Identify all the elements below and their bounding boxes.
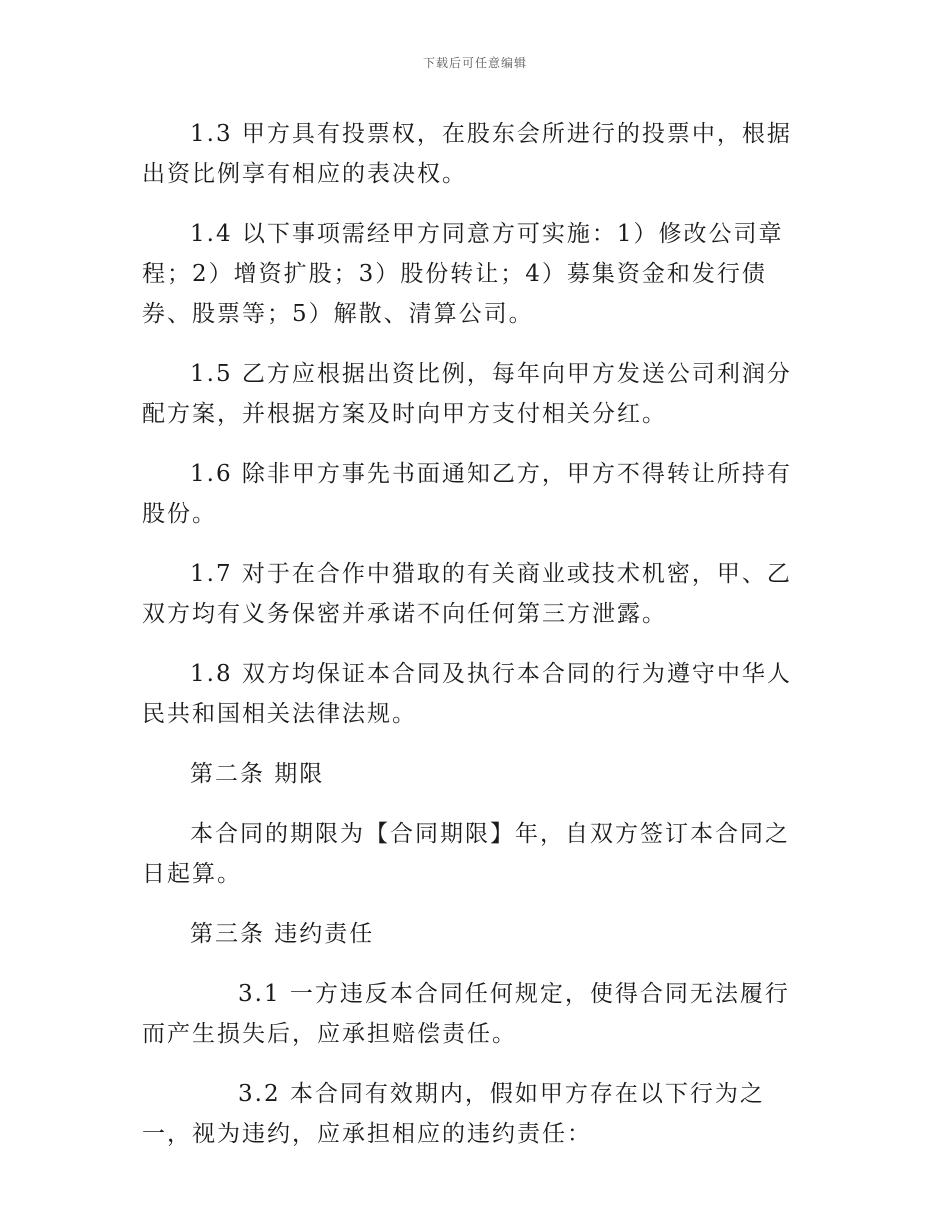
clause-1-6: 1.6 除非甲方事先书面通知乙方，甲方不得转让所持有股份。 (142, 461, 792, 527)
article-3-heading: 第三条 违约责任 (190, 921, 375, 947)
page-header: 下载后可任意编辑 (422, 56, 527, 70)
clause-3-1: 3.1 一方违反本合同任何规定，使得合同无法履行而产生损失后，应承担赔偿责任。 (142, 981, 790, 1047)
clause-3-2: 3.2 本合同有效期内，假如甲方存在以下行为之一，视为违约，应承担相应的违约责任： (142, 1081, 765, 1147)
clause-1-8: 1.8 双方均保证本合同及执行本合同的行为遵守中华人民共和国相关法律法规。 (142, 661, 792, 727)
article-2-heading: 第二条 期限 (190, 761, 325, 787)
clause-1-5: 1.5 乙方应根据出资比例，每年向甲方发送公司利润分配方案，并根据方案及时向甲方支付相关分红。 (142, 361, 792, 427)
document-body (142, 114, 812, 1174)
clause-1-3: 1.3 甲方具有投票权，在股东会所进行的投票中，根据出资比例享有相应的表决权。 (142, 121, 792, 187)
article-2-term: 本合同的期限为【合同期限】年，自双方签订本合同之日起算。 (142, 821, 790, 887)
clause-1-4: 1.4 以下事项需经甲方同意方可实施：1）修改公司章程；2）增资扩股；3）股份转让；4）募集资金和发行债券、股票等；5）解散、清算公司。 (142, 221, 784, 327)
clause-1-7: 1.7 对于在合作中猎取的有关商业或技术机密，甲、乙双方均有义务保密并承诺不向任何第三方泄露。 (142, 561, 792, 627)
